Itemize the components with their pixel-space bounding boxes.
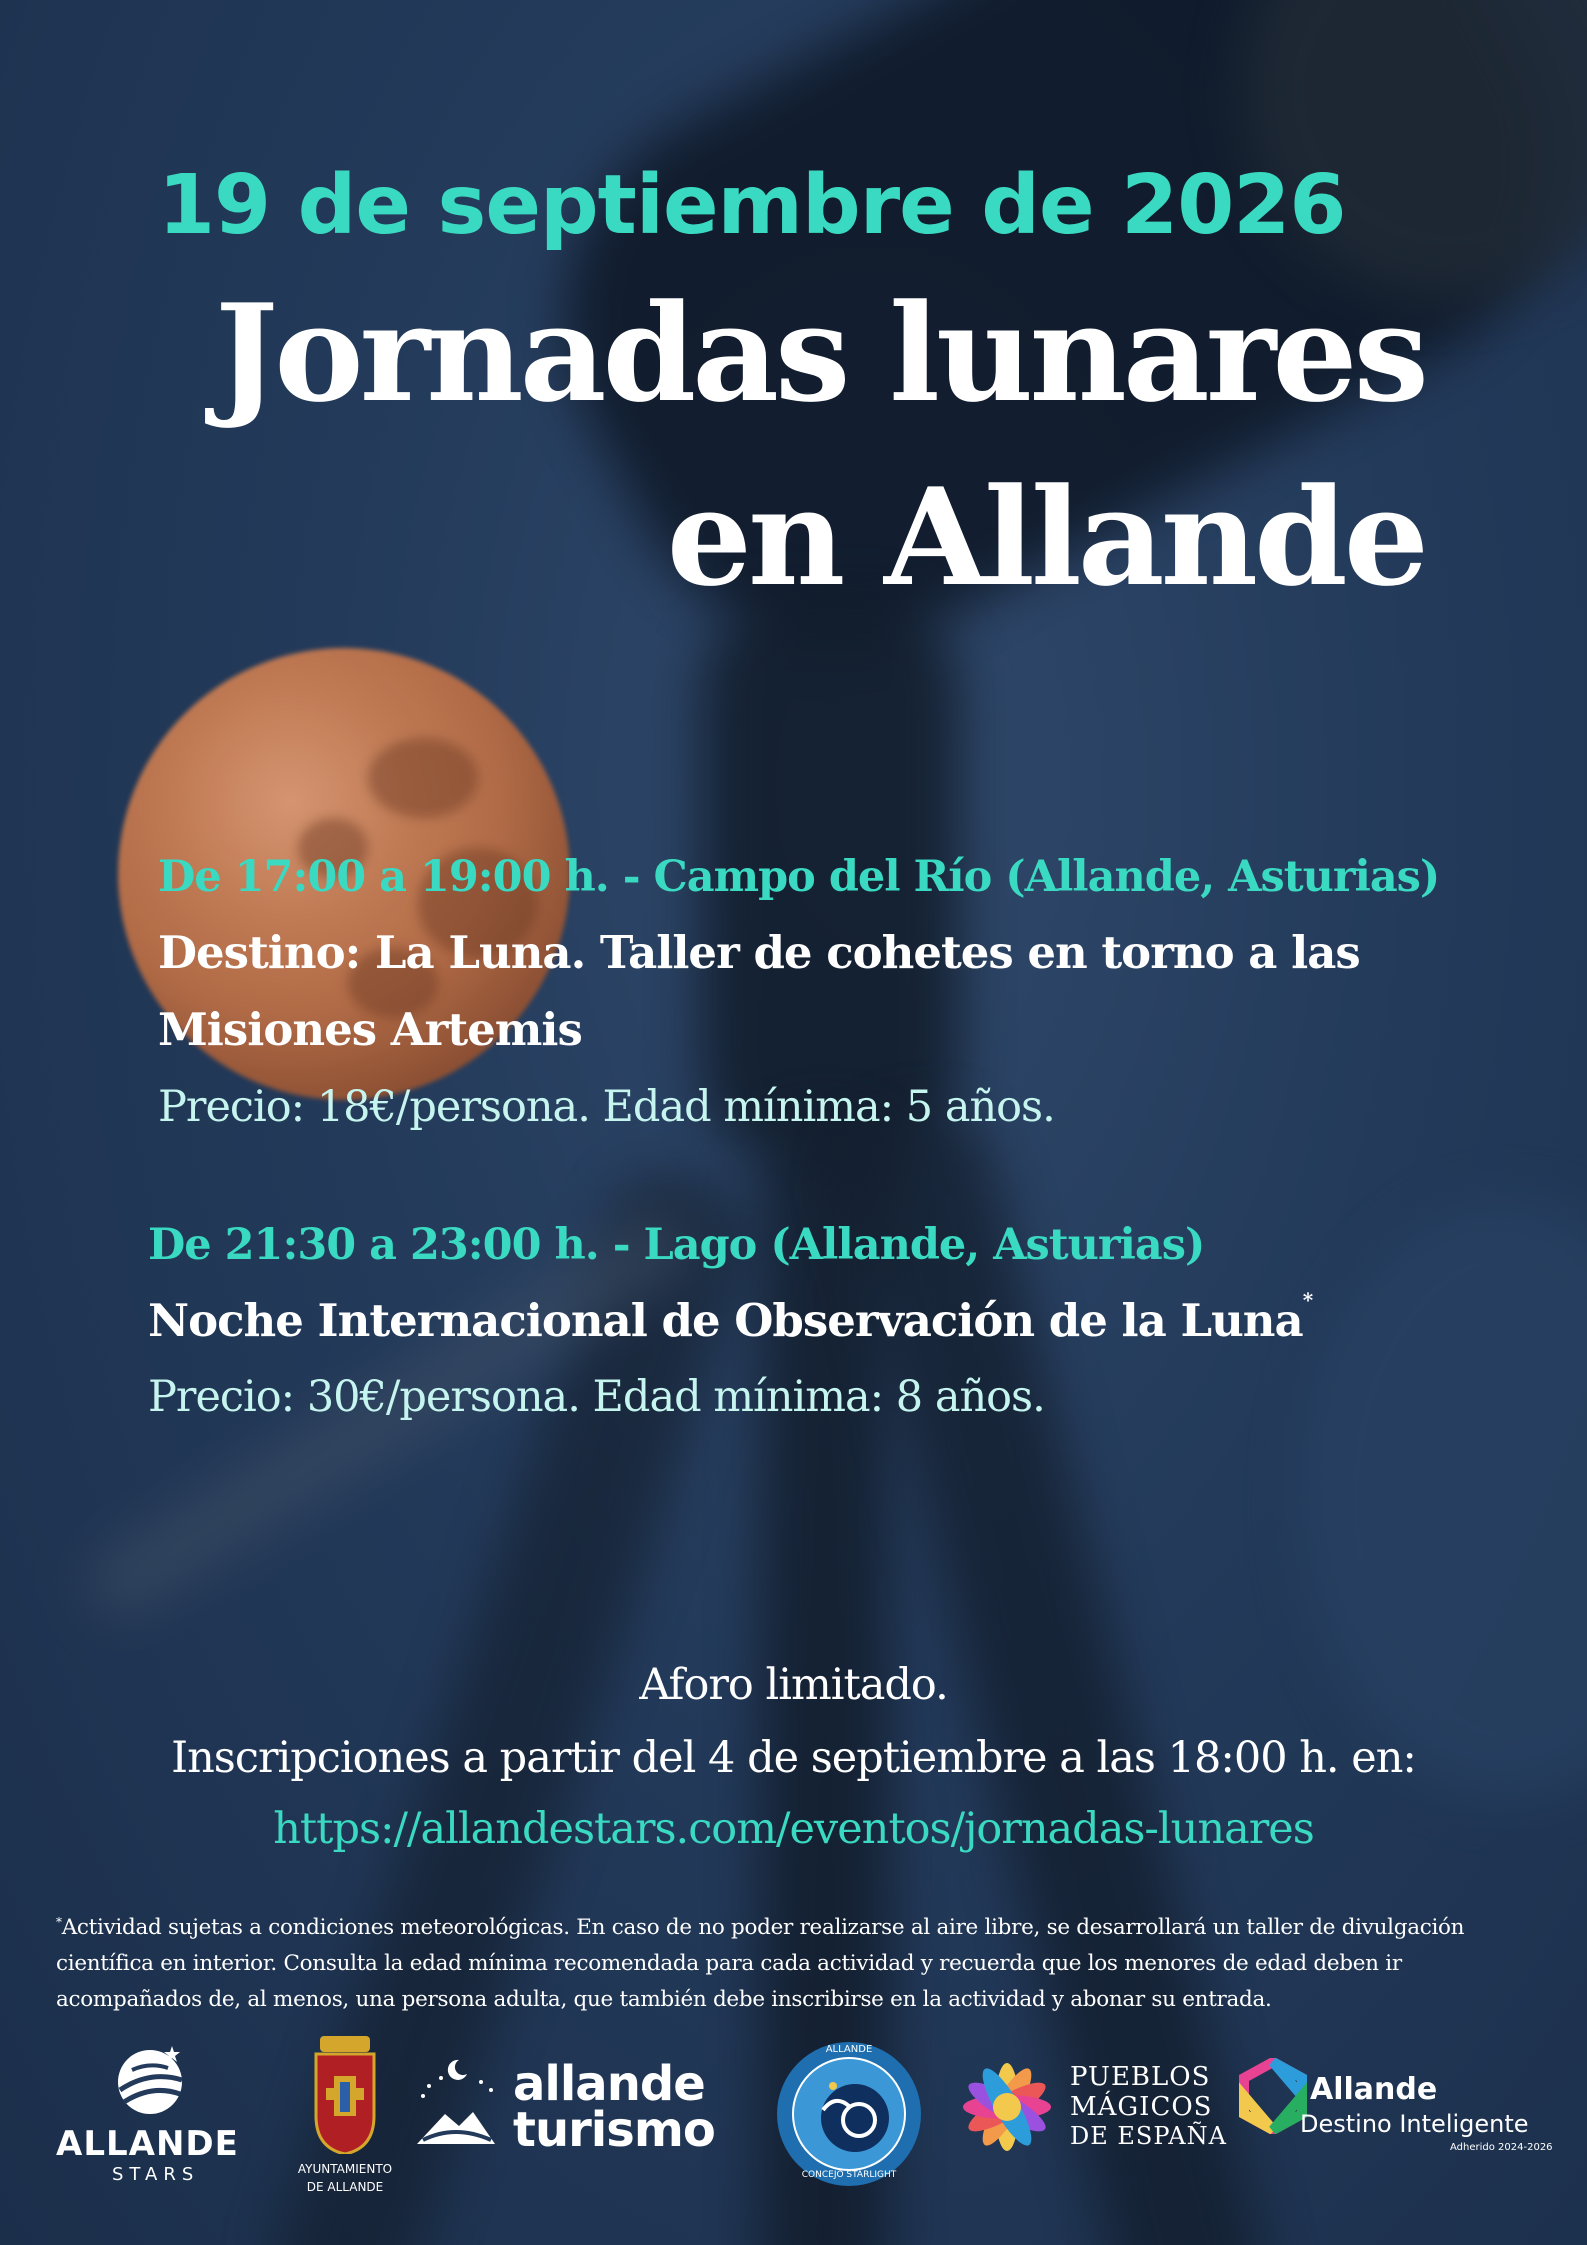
starlight-seal-icon — [775, 2040, 923, 2188]
hexagon-icon — [1238, 2058, 1308, 2134]
pueblos-line-1: PUEBLOS — [1070, 2062, 1211, 2092]
footnote-mark: * — [1302, 1288, 1313, 1312]
ayuntamiento-line-2: DE ALLANDE — [306, 2180, 384, 2194]
starlight-top: ALLANDE — [825, 2044, 873, 2055]
moon-crater — [368, 738, 478, 818]
event-1-time-place: De 17:00 a 19:00 h. - Campo del Río (Allande, Asturias) — [158, 852, 1440, 902]
starlight-logo — [775, 2040, 923, 2188]
pueblos-line-3: DE ESPAÑA — [1070, 2122, 1227, 2150]
rainbow-flower-icon — [958, 2058, 1056, 2156]
disclaimer — [56, 1904, 1536, 2018]
page-title-line-2: en Allande — [666, 458, 1425, 616]
event-1-price: Precio: 18€/persona. Edad mínima: 5 años. — [158, 1082, 1055, 1132]
allande-turismo-logo — [415, 2056, 745, 2156]
event-2-name — [148, 1288, 1313, 1347]
disclaimer-line-2: científica en interior. Consulta la edad mínima recomendada para cada actividad y recuerda que los menores de edad deben ir — [56, 1951, 1402, 1977]
allande-turismo-line-2: turismo — [513, 2102, 715, 2158]
footnote-mark: * — [56, 1915, 62, 1929]
capacity-note: Aforo limitado. — [639, 1660, 948, 1710]
event-date: 19 de septiembre de 2026 — [158, 158, 1346, 253]
disclaimer-text: Actividad sujetas a condiciones meteorológicas. En caso de no poder realizarse al aire libre, se desarrollará un taller de divulgación — [61, 1915, 1465, 1941]
allande-stars-sub: STARS — [112, 2164, 200, 2185]
destino-line-2: Destino Inteligente — [1300, 2110, 1529, 2138]
globe-stars-icon — [110, 2040, 190, 2120]
allande-turismo-line-1: allande — [513, 2056, 705, 2112]
ayuntamiento-logo — [290, 2036, 400, 2206]
event-2-name-text: Noche Internacional de Observación de la Luna — [148, 1294, 1303, 1347]
allande-stars-logo — [50, 2040, 250, 2190]
coat-of-arms-icon — [310, 2036, 380, 2154]
disclaimer-line-3: acompañados de, al menos, una persona adulta, que también debe inscribirse en la actividad y abonar su entrada. — [56, 1987, 1272, 2013]
destino-line-3: Adherido 2024-2026 — [1450, 2142, 1553, 2153]
starlight-bottom: CONCEJO STARLIGHT — [801, 2170, 897, 2180]
event-1-name-line-2: Misiones Artemis — [158, 1003, 582, 1056]
allande-stars-word: ALLANDE — [56, 2124, 239, 2164]
destino-inteligente-logo — [1238, 2058, 1558, 2158]
registration-text: Inscripciones a partir del 4 de septiembre a las 18:00 h. en: — [171, 1733, 1416, 1783]
ayuntamiento-line-1: AYUNTAMIENTO — [297, 2162, 393, 2176]
event-2-time-place: De 21:30 a 23:00 h. - Lago (Allande, Asturias) — [148, 1220, 1205, 1270]
pueblos-line-2: MÁGICOS — [1070, 2092, 1213, 2122]
page-title-line-1: Jornadas lunares — [214, 274, 1425, 432]
sky-glow — [1300, 1200, 1587, 1800]
pueblos-magicos-logo — [958, 2058, 1227, 2158]
event-1-name-line-1: Destino: La Luna. Taller de cohetes en torno a las — [158, 926, 1360, 979]
registration-link[interactable]: https://allandestars.com/eventos/jornadas-lunares — [273, 1804, 1314, 1854]
disclaimer-line-1 — [56, 1904, 1536, 1946]
event-2-price: Precio: 30€/persona. Edad mínima: 8 años. — [148, 1372, 1045, 1422]
destino-line-1: Allande — [1310, 2072, 1438, 2107]
moon-mountains-icon — [415, 2056, 497, 2146]
